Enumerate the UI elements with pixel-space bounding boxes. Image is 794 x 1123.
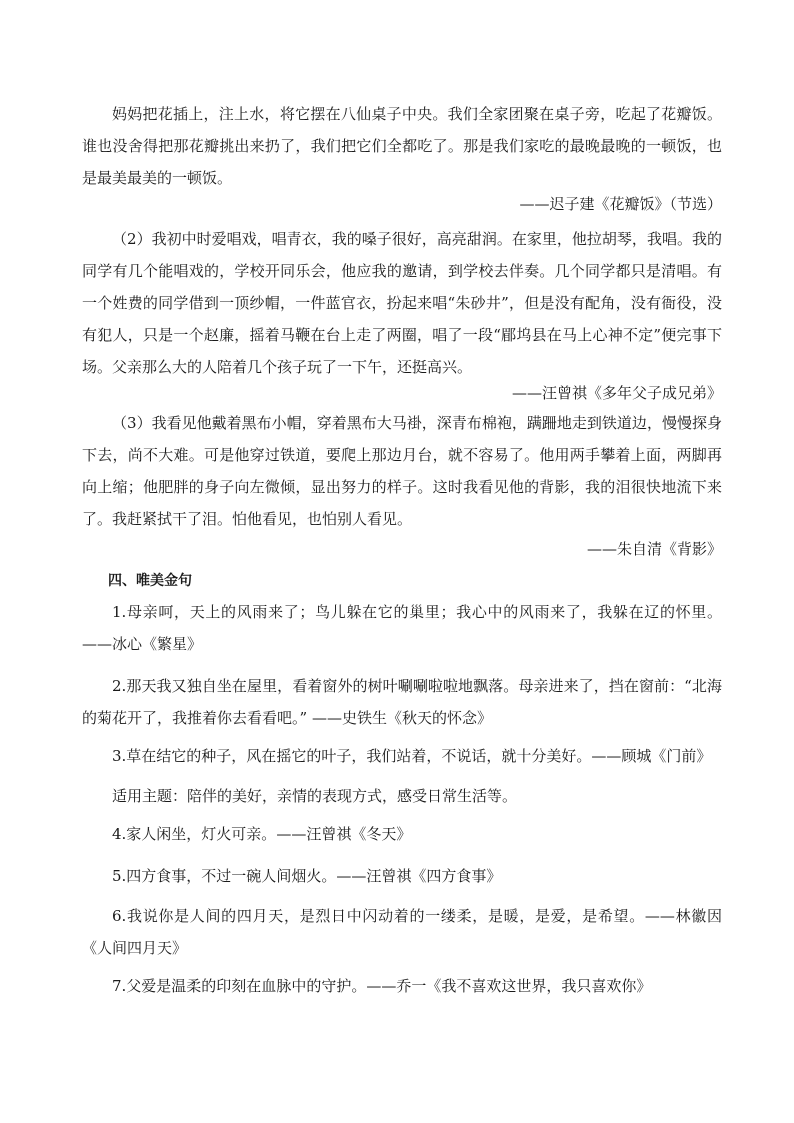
excerpt-1-text: 妈妈把花插上，注上水，将它摆在八仙桌子中央。我们全家团聚在桌子旁，吃起了花瓣饭。谁也没舍得把那花瓣挑出来扔了，我们把它们全都吃了。那是我们家吃的最晚最晚的一顿饭，也是最美最美的一顿饭。 [82, 105, 722, 187]
quote-1: 1.母亲呵，天上的风雨来了；鸟儿躲在它的巢里；我心中的风雨来了，我躲在辽的怀里。——冰心《繁星》 [82, 603, 722, 653]
quote-7: 7.父爱是温柔的印刻在血脉中的守护。——乔一《我不喜欢这世界，我只喜欢你》 [112, 977, 652, 995]
excerpt-1-source: ——迟子建《花瓣饭》（节选） [519, 195, 722, 213]
excerpt-2-text: （2）我初中时爱唱戏，唱青衣，我的嗓子很好，高亮甜润。在家里，他拉胡琴，我唱。我的同学有几个能唱戏的，学校开同乐会，他应我的邀请，到学校去伴奏。几个同学都只是清唱。有一个姓费的同学借到一顶纱帽，一件蓝官衣，扮起来唱“朱砂井”，但是没有配角，没有衙役，没有犯人，只是一个赵廉，摇着马鞭在台上走了两圈，唱了一段“郿坞县在马上心神不定”便完事下场。父亲那么大的人陪着几个孩子玩了一下午，还挺高兴。 [82, 230, 722, 376]
excerpt-2-source: ——汪曾祺《多年父子成兄弟》 [511, 384, 722, 402]
theme-note: 适用主题：陪伴的美好，亲情的表现方式，感受日常生活等。 [112, 787, 518, 805]
excerpt-2 [82, 223, 722, 383]
excerpt-1 [82, 98, 722, 194]
excerpt-3-source: ——朱自清《背影》 [586, 540, 722, 558]
quote-3: 3.草在结它的种子，风在摇它的叶子，我们站着，不说话，就十分美好。——顾城《门前》 [112, 747, 712, 765]
quote-6: 6.我说你是人间的四月天，是烈日中闪动着的一缕柔，是暖，是爱，是希望。——林徽因《人间四月天》 [82, 907, 722, 957]
quote-4: 4.家人闲坐，灯火可亲。——汪曾祺《冬天》 [112, 825, 412, 843]
quote-2: 2.那天我又独自坐在屋里，看着窗外的树叶唰唰啦啦地飘落。母亲进来了，挡在窗前：“北海的菊花开了，我推着你去看看吧。” ——史铁生《秋天的怀念》 [82, 677, 722, 727]
section-heading: 四、唯美金句 [108, 573, 192, 589]
excerpt-3-text: （3）我看见他戴着黑布小帽，穿着黑布大马褂，深青布棉袍，蹒跚地走到铁道边，慢慢探身下去，尚不大难。可是他穿过铁道，要爬上那边月台，就不容易了。他用两手攀着上面，两脚再向上缩；他肥胖的身子向左微倾，显出努力的样子。这时我看见他的背影，我的泪很快地流下来了。我赶紧拭干了泪。怕他看见，也怕别人看见。 [82, 414, 722, 528]
excerpt-3 [82, 407, 722, 535]
quote-5: 5.四方食事，不过一碗人间烟火。——汪曾祺《四方食事》 [112, 867, 502, 885]
